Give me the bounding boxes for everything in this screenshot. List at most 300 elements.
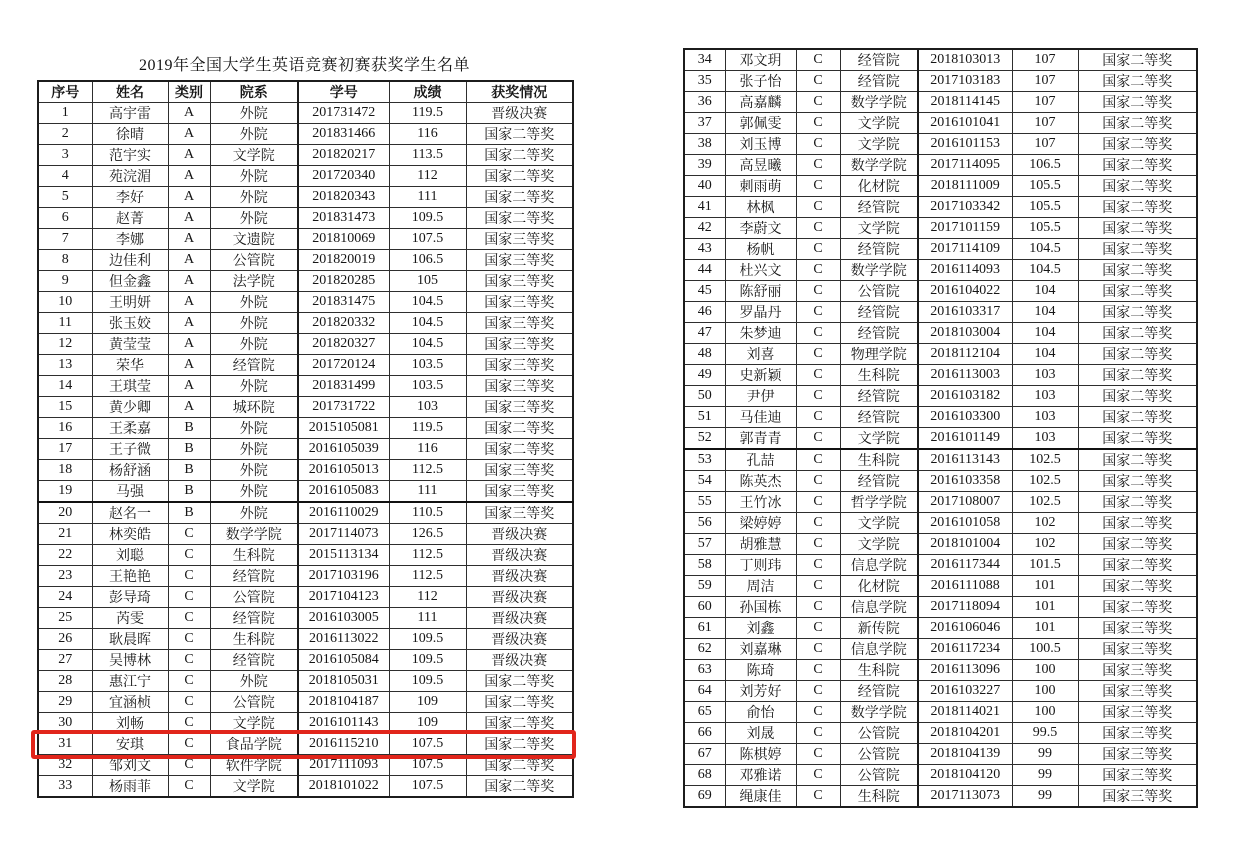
cell-no: 54 — [684, 471, 725, 492]
cell-college: 外院 — [210, 439, 298, 460]
table-row — [684, 302, 1197, 323]
cell-student-id: 201831499 — [298, 376, 389, 397]
cell-award: 国家二等奖 — [1078, 449, 1197, 471]
cell-score: 102.5 — [1012, 471, 1078, 492]
cell-college: 文学院 — [840, 218, 918, 239]
cell-name: 刘喜 — [725, 344, 796, 365]
cell-category: C — [796, 71, 840, 92]
cell-name: 刺雨萌 — [725, 176, 796, 197]
cell-no: 46 — [684, 302, 725, 323]
award-list-page-2 — [683, 48, 1196, 808]
cell-score: 111 — [389, 481, 466, 503]
table-row — [684, 765, 1197, 786]
cell-category: B — [168, 460, 210, 481]
cell-college: 公管院 — [210, 250, 298, 271]
table-row — [38, 587, 573, 608]
cell-category: C — [168, 755, 210, 776]
cell-name: 徐晴 — [92, 124, 168, 145]
cell-no: 17 — [38, 439, 92, 460]
cell-student-id: 2016103358 — [918, 471, 1012, 492]
cell-category: C — [796, 639, 840, 660]
table-row — [38, 376, 573, 397]
cell-award: 国家二等奖 — [1078, 576, 1197, 597]
cell-student-id: 2016117344 — [918, 555, 1012, 576]
cell-category: C — [796, 597, 840, 618]
table-row — [38, 650, 573, 671]
cell-score: 111 — [389, 187, 466, 208]
cell-score: 104 — [1012, 323, 1078, 344]
table-row — [684, 681, 1197, 702]
cell-college: 经管院 — [210, 608, 298, 629]
table-row — [684, 386, 1197, 407]
cell-student-id: 2016103300 — [918, 407, 1012, 428]
cell-score: 112.5 — [389, 460, 466, 481]
cell-award: 国家二等奖 — [1078, 176, 1197, 197]
cell-college: 外院 — [210, 166, 298, 187]
cell-no: 38 — [684, 134, 725, 155]
column-header: 类别 — [168, 81, 210, 103]
table-row — [684, 197, 1197, 218]
cell-no: 52 — [684, 428, 725, 450]
cell-score: 119.5 — [389, 418, 466, 439]
cell-no: 20 — [38, 502, 92, 524]
cell-award: 国家三等奖 — [1078, 723, 1197, 744]
cell-award: 国家三等奖 — [466, 292, 573, 313]
cell-award: 国家三等奖 — [1078, 744, 1197, 765]
table-row — [684, 723, 1197, 744]
cell-no: 27 — [38, 650, 92, 671]
table-row — [684, 49, 1197, 71]
cell-no: 16 — [38, 418, 92, 439]
cell-no: 39 — [684, 155, 725, 176]
cell-student-id: 2016115210 — [298, 734, 389, 755]
table-row — [684, 71, 1197, 92]
table-row — [684, 260, 1197, 281]
cell-score: 116 — [389, 439, 466, 460]
cell-college: 经管院 — [210, 566, 298, 587]
cell-award: 国家三等奖 — [466, 355, 573, 376]
table-row — [38, 439, 573, 460]
cell-college: 化材院 — [840, 576, 918, 597]
cell-name: 周洁 — [725, 576, 796, 597]
cell-score: 103 — [1012, 365, 1078, 386]
cell-score: 110.5 — [389, 502, 466, 524]
cell-score: 104 — [1012, 302, 1078, 323]
table-row — [684, 660, 1197, 681]
cell-name: 李好 — [92, 187, 168, 208]
cell-no: 59 — [684, 576, 725, 597]
cell-category: C — [796, 260, 840, 281]
cell-award: 国家二等奖 — [1078, 407, 1197, 428]
cell-no: 69 — [684, 786, 725, 808]
cell-student-id: 2017113073 — [918, 786, 1012, 808]
cell-student-id: 2016103317 — [918, 302, 1012, 323]
cell-category: B — [168, 418, 210, 439]
cell-student-id: 201731472 — [298, 103, 389, 124]
table-row — [684, 134, 1197, 155]
cell-score: 107 — [1012, 49, 1078, 71]
cell-score: 100.5 — [1012, 639, 1078, 660]
cell-award: 国家二等奖 — [1078, 281, 1197, 302]
cell-college: 信息学院 — [840, 639, 918, 660]
cell-score: 105 — [389, 271, 466, 292]
table-row — [38, 481, 573, 503]
cell-award: 国家二等奖 — [1078, 534, 1197, 555]
cell-score: 103.5 — [389, 355, 466, 376]
cell-student-id: 2016114093 — [918, 260, 1012, 281]
cell-award: 晋级决赛 — [466, 566, 573, 587]
cell-score: 107 — [1012, 92, 1078, 113]
cell-college: 外院 — [210, 208, 298, 229]
cell-score: 102.5 — [1012, 449, 1078, 471]
column-header: 学号 — [298, 81, 389, 103]
cell-category: B — [168, 481, 210, 503]
cell-score: 111 — [389, 608, 466, 629]
cell-college: 信息学院 — [840, 555, 918, 576]
cell-score: 109.5 — [389, 629, 466, 650]
cell-college: 法学院 — [210, 271, 298, 292]
table-row — [684, 365, 1197, 386]
cell-college: 数学学院 — [840, 260, 918, 281]
cell-award: 国家二等奖 — [1078, 155, 1197, 176]
table-row — [684, 176, 1197, 197]
cell-score: 113.5 — [389, 145, 466, 166]
cell-no: 18 — [38, 460, 92, 481]
cell-category: C — [796, 492, 840, 513]
cell-no: 49 — [684, 365, 725, 386]
cell-score: 107.5 — [389, 734, 466, 755]
table-row — [38, 229, 573, 250]
table-row — [684, 513, 1197, 534]
cell-student-id: 201820327 — [298, 334, 389, 355]
table-row — [38, 713, 573, 734]
cell-name: 李娜 — [92, 229, 168, 250]
cell-college: 文学院 — [210, 145, 298, 166]
cell-college: 公管院 — [840, 281, 918, 302]
cell-college: 经管院 — [840, 407, 918, 428]
cell-student-id: 2016101143 — [298, 713, 389, 734]
cell-college: 新传院 — [840, 618, 918, 639]
cell-category: C — [796, 386, 840, 407]
cell-category: A — [168, 124, 210, 145]
cell-college: 经管院 — [210, 650, 298, 671]
cell-student-id: 2016106046 — [918, 618, 1012, 639]
cell-category: A — [168, 166, 210, 187]
cell-award: 国家二等奖 — [1078, 71, 1197, 92]
cell-student-id: 2018104120 — [918, 765, 1012, 786]
cell-student-id: 2016101041 — [918, 113, 1012, 134]
cell-college: 生科院 — [840, 365, 918, 386]
cell-score: 112.5 — [389, 566, 466, 587]
cell-score: 109.5 — [389, 208, 466, 229]
cell-score: 104 — [1012, 281, 1078, 302]
cell-no: 26 — [38, 629, 92, 650]
cell-no: 56 — [684, 513, 725, 534]
cell-category: A — [168, 187, 210, 208]
cell-college: 文学院 — [840, 113, 918, 134]
cell-no: 40 — [684, 176, 725, 197]
cell-score: 103 — [1012, 407, 1078, 428]
cell-no: 44 — [684, 260, 725, 281]
cell-college: 外院 — [210, 671, 298, 692]
cell-student-id: 2018104201 — [918, 723, 1012, 744]
cell-category: C — [796, 576, 840, 597]
cell-award: 晋级决赛 — [466, 103, 573, 124]
cell-student-id: 2016110029 — [298, 502, 389, 524]
table-row — [38, 734, 573, 755]
cell-college: 生科院 — [840, 660, 918, 681]
table-row — [38, 629, 573, 650]
cell-student-id: 201831475 — [298, 292, 389, 313]
cell-college: 经管院 — [840, 71, 918, 92]
cell-student-id: 2016103005 — [298, 608, 389, 629]
cell-no: 5 — [38, 187, 92, 208]
cell-score: 101 — [1012, 597, 1078, 618]
cell-no: 43 — [684, 239, 725, 260]
cell-student-id: 2018103004 — [918, 323, 1012, 344]
cell-category: A — [168, 397, 210, 418]
cell-student-id: 2017103183 — [918, 71, 1012, 92]
table-row — [684, 155, 1197, 176]
cell-name: 刘晟 — [725, 723, 796, 744]
cell-score: 112.5 — [389, 545, 466, 566]
cell-no: 10 — [38, 292, 92, 313]
table-row — [684, 576, 1197, 597]
table-row — [38, 124, 573, 145]
cell-college: 生科院 — [840, 786, 918, 808]
cell-score: 105.5 — [1012, 218, 1078, 239]
cell-score: 102 — [1012, 513, 1078, 534]
cell-score: 102.5 — [1012, 492, 1078, 513]
cell-student-id: 2016104022 — [918, 281, 1012, 302]
cell-no: 35 — [684, 71, 725, 92]
cell-name: 张子怡 — [725, 71, 796, 92]
cell-score: 102 — [1012, 534, 1078, 555]
cell-name: 黄少卿 — [92, 397, 168, 418]
cell-award: 国家二等奖 — [466, 208, 573, 229]
cell-student-id: 2016101149 — [918, 428, 1012, 450]
table-row — [38, 313, 573, 334]
cell-award: 国家三等奖 — [1078, 618, 1197, 639]
cell-category: C — [168, 713, 210, 734]
column-header: 姓名 — [92, 81, 168, 103]
cell-no: 11 — [38, 313, 92, 334]
cell-name: 赵菁 — [92, 208, 168, 229]
table-row — [684, 92, 1197, 113]
cell-college: 文学院 — [840, 134, 918, 155]
cell-name: 刘玉博 — [725, 134, 796, 155]
cell-name: 绳康佳 — [725, 786, 796, 808]
cell-category: C — [796, 428, 840, 450]
cell-category: A — [168, 145, 210, 166]
cell-category: C — [796, 281, 840, 302]
cell-award: 国家二等奖 — [1078, 428, 1197, 450]
cell-name: 荣华 — [92, 355, 168, 376]
table-row — [684, 555, 1197, 576]
cell-category: C — [796, 618, 840, 639]
cell-no: 51 — [684, 407, 725, 428]
cell-no: 42 — [684, 218, 725, 239]
cell-name: 马佳迪 — [725, 407, 796, 428]
cell-student-id: 2016105083 — [298, 481, 389, 503]
cell-student-id: 2016101058 — [918, 513, 1012, 534]
cell-no: 31 — [38, 734, 92, 755]
cell-award: 国家三等奖 — [466, 397, 573, 418]
cell-no: 45 — [684, 281, 725, 302]
cell-award: 国家三等奖 — [466, 481, 573, 503]
cell-student-id: 2017103342 — [918, 197, 1012, 218]
cell-college: 公管院 — [840, 765, 918, 786]
cell-score: 106.5 — [389, 250, 466, 271]
table-row — [684, 449, 1197, 471]
cell-student-id: 2016103182 — [918, 386, 1012, 407]
table-row — [684, 534, 1197, 555]
cell-no: 66 — [684, 723, 725, 744]
cell-category: C — [796, 218, 840, 239]
cell-student-id: 2018104139 — [918, 744, 1012, 765]
table-row — [684, 323, 1197, 344]
award-list-page-1 — [37, 52, 572, 798]
cell-category: C — [168, 587, 210, 608]
cell-name: 刘鑫 — [725, 618, 796, 639]
cell-award: 国家二等奖 — [1078, 365, 1197, 386]
cell-score: 103 — [389, 397, 466, 418]
cell-student-id: 2017114109 — [918, 239, 1012, 260]
cell-no: 2 — [38, 124, 92, 145]
cell-student-id: 201820343 — [298, 187, 389, 208]
cell-no: 13 — [38, 355, 92, 376]
cell-student-id: 2016105084 — [298, 650, 389, 671]
table-row — [684, 639, 1197, 660]
cell-category: C — [796, 723, 840, 744]
cell-name: 杨舒涵 — [92, 460, 168, 481]
cell-no: 41 — [684, 197, 725, 218]
cell-student-id: 201831466 — [298, 124, 389, 145]
table-row — [38, 271, 573, 292]
page-title: 2019年全国大学生英语竞赛初赛获奖学生名单 — [138, 57, 470, 74]
cell-award: 国家三等奖 — [1078, 681, 1197, 702]
cell-score: 107.5 — [389, 229, 466, 250]
cell-no: 61 — [684, 618, 725, 639]
cell-name: 刘芳好 — [725, 681, 796, 702]
table-row — [38, 545, 573, 566]
cell-award: 晋级决赛 — [466, 629, 573, 650]
cell-score: 101.5 — [1012, 555, 1078, 576]
cell-award: 晋级决赛 — [466, 608, 573, 629]
cell-award: 国家三等奖 — [1078, 765, 1197, 786]
cell-score: 109.5 — [389, 671, 466, 692]
cell-name: 安琪 — [92, 734, 168, 755]
cell-name: 王子微 — [92, 439, 168, 460]
cell-score: 104.5 — [1012, 260, 1078, 281]
table-row — [38, 250, 573, 271]
cell-award: 晋级决赛 — [466, 587, 573, 608]
cell-award: 国家三等奖 — [1078, 660, 1197, 681]
cell-college: 外院 — [210, 313, 298, 334]
cell-score: 103.5 — [389, 376, 466, 397]
table-row — [38, 692, 573, 713]
cell-category: A — [168, 313, 210, 334]
cell-name: 李蔚文 — [725, 218, 796, 239]
cell-name: 王琪莹 — [92, 376, 168, 397]
cell-name: 王艳艳 — [92, 566, 168, 587]
cell-score: 104.5 — [1012, 239, 1078, 260]
cell-category: A — [168, 229, 210, 250]
cell-category: C — [796, 49, 840, 71]
cell-score: 99.5 — [1012, 723, 1078, 744]
cell-award: 国家二等奖 — [466, 124, 573, 145]
cell-category: C — [796, 323, 840, 344]
table-row — [38, 292, 573, 313]
cell-college: 外院 — [210, 481, 298, 503]
cell-college: 数学学院 — [210, 524, 298, 545]
cell-college: 外院 — [210, 376, 298, 397]
cell-no: 62 — [684, 639, 725, 660]
cell-award: 国家三等奖 — [1078, 639, 1197, 660]
cell-name: 黄莹莹 — [92, 334, 168, 355]
cell-student-id: 2017101159 — [918, 218, 1012, 239]
cell-award: 国家二等奖 — [466, 755, 573, 776]
cell-college: 外院 — [210, 187, 298, 208]
cell-score: 106.5 — [1012, 155, 1078, 176]
cell-name: 吴博林 — [92, 650, 168, 671]
cell-student-id: 2018104187 — [298, 692, 389, 713]
cell-college: 文遗院 — [210, 229, 298, 250]
cell-category: C — [168, 629, 210, 650]
cell-no: 32 — [38, 755, 92, 776]
cell-no: 48 — [684, 344, 725, 365]
cell-name: 王柔嘉 — [92, 418, 168, 439]
column-header: 院系 — [210, 81, 298, 103]
cell-score: 100 — [1012, 660, 1078, 681]
cell-score: 107 — [1012, 71, 1078, 92]
cell-student-id: 2018103013 — [918, 49, 1012, 71]
cell-name: 范宇实 — [92, 145, 168, 166]
cell-student-id: 2018111009 — [918, 176, 1012, 197]
cell-category: A — [168, 250, 210, 271]
cell-score: 104.5 — [389, 334, 466, 355]
cell-score: 112 — [389, 587, 466, 608]
cell-student-id: 2017108007 — [918, 492, 1012, 513]
cell-category: A — [168, 376, 210, 397]
cell-student-id: 2015105081 — [298, 418, 389, 439]
cell-student-id: 2016113003 — [918, 365, 1012, 386]
table-row — [684, 407, 1197, 428]
cell-category: C — [796, 702, 840, 723]
cell-college: 生科院 — [210, 545, 298, 566]
cell-college: 生科院 — [210, 629, 298, 650]
cell-category: C — [168, 734, 210, 755]
cell-name: 高嘉麟 — [725, 92, 796, 113]
cell-award: 国家二等奖 — [466, 166, 573, 187]
cell-college: 公管院 — [840, 723, 918, 744]
table-row — [38, 460, 573, 481]
cell-college: 物理学院 — [840, 344, 918, 365]
cell-name: 邓文玥 — [725, 49, 796, 71]
cell-student-id: 2018101022 — [298, 776, 389, 798]
table-row — [684, 702, 1197, 723]
table-row — [684, 218, 1197, 239]
table-row — [38, 671, 573, 692]
cell-award: 国家二等奖 — [466, 418, 573, 439]
cell-college: 化材院 — [840, 176, 918, 197]
cell-award: 国家二等奖 — [1078, 323, 1197, 344]
cell-no: 15 — [38, 397, 92, 418]
table-row — [38, 187, 573, 208]
cell-college: 文学院 — [840, 534, 918, 555]
cell-award: 国家二等奖 — [1078, 218, 1197, 239]
cell-score: 104.5 — [389, 313, 466, 334]
